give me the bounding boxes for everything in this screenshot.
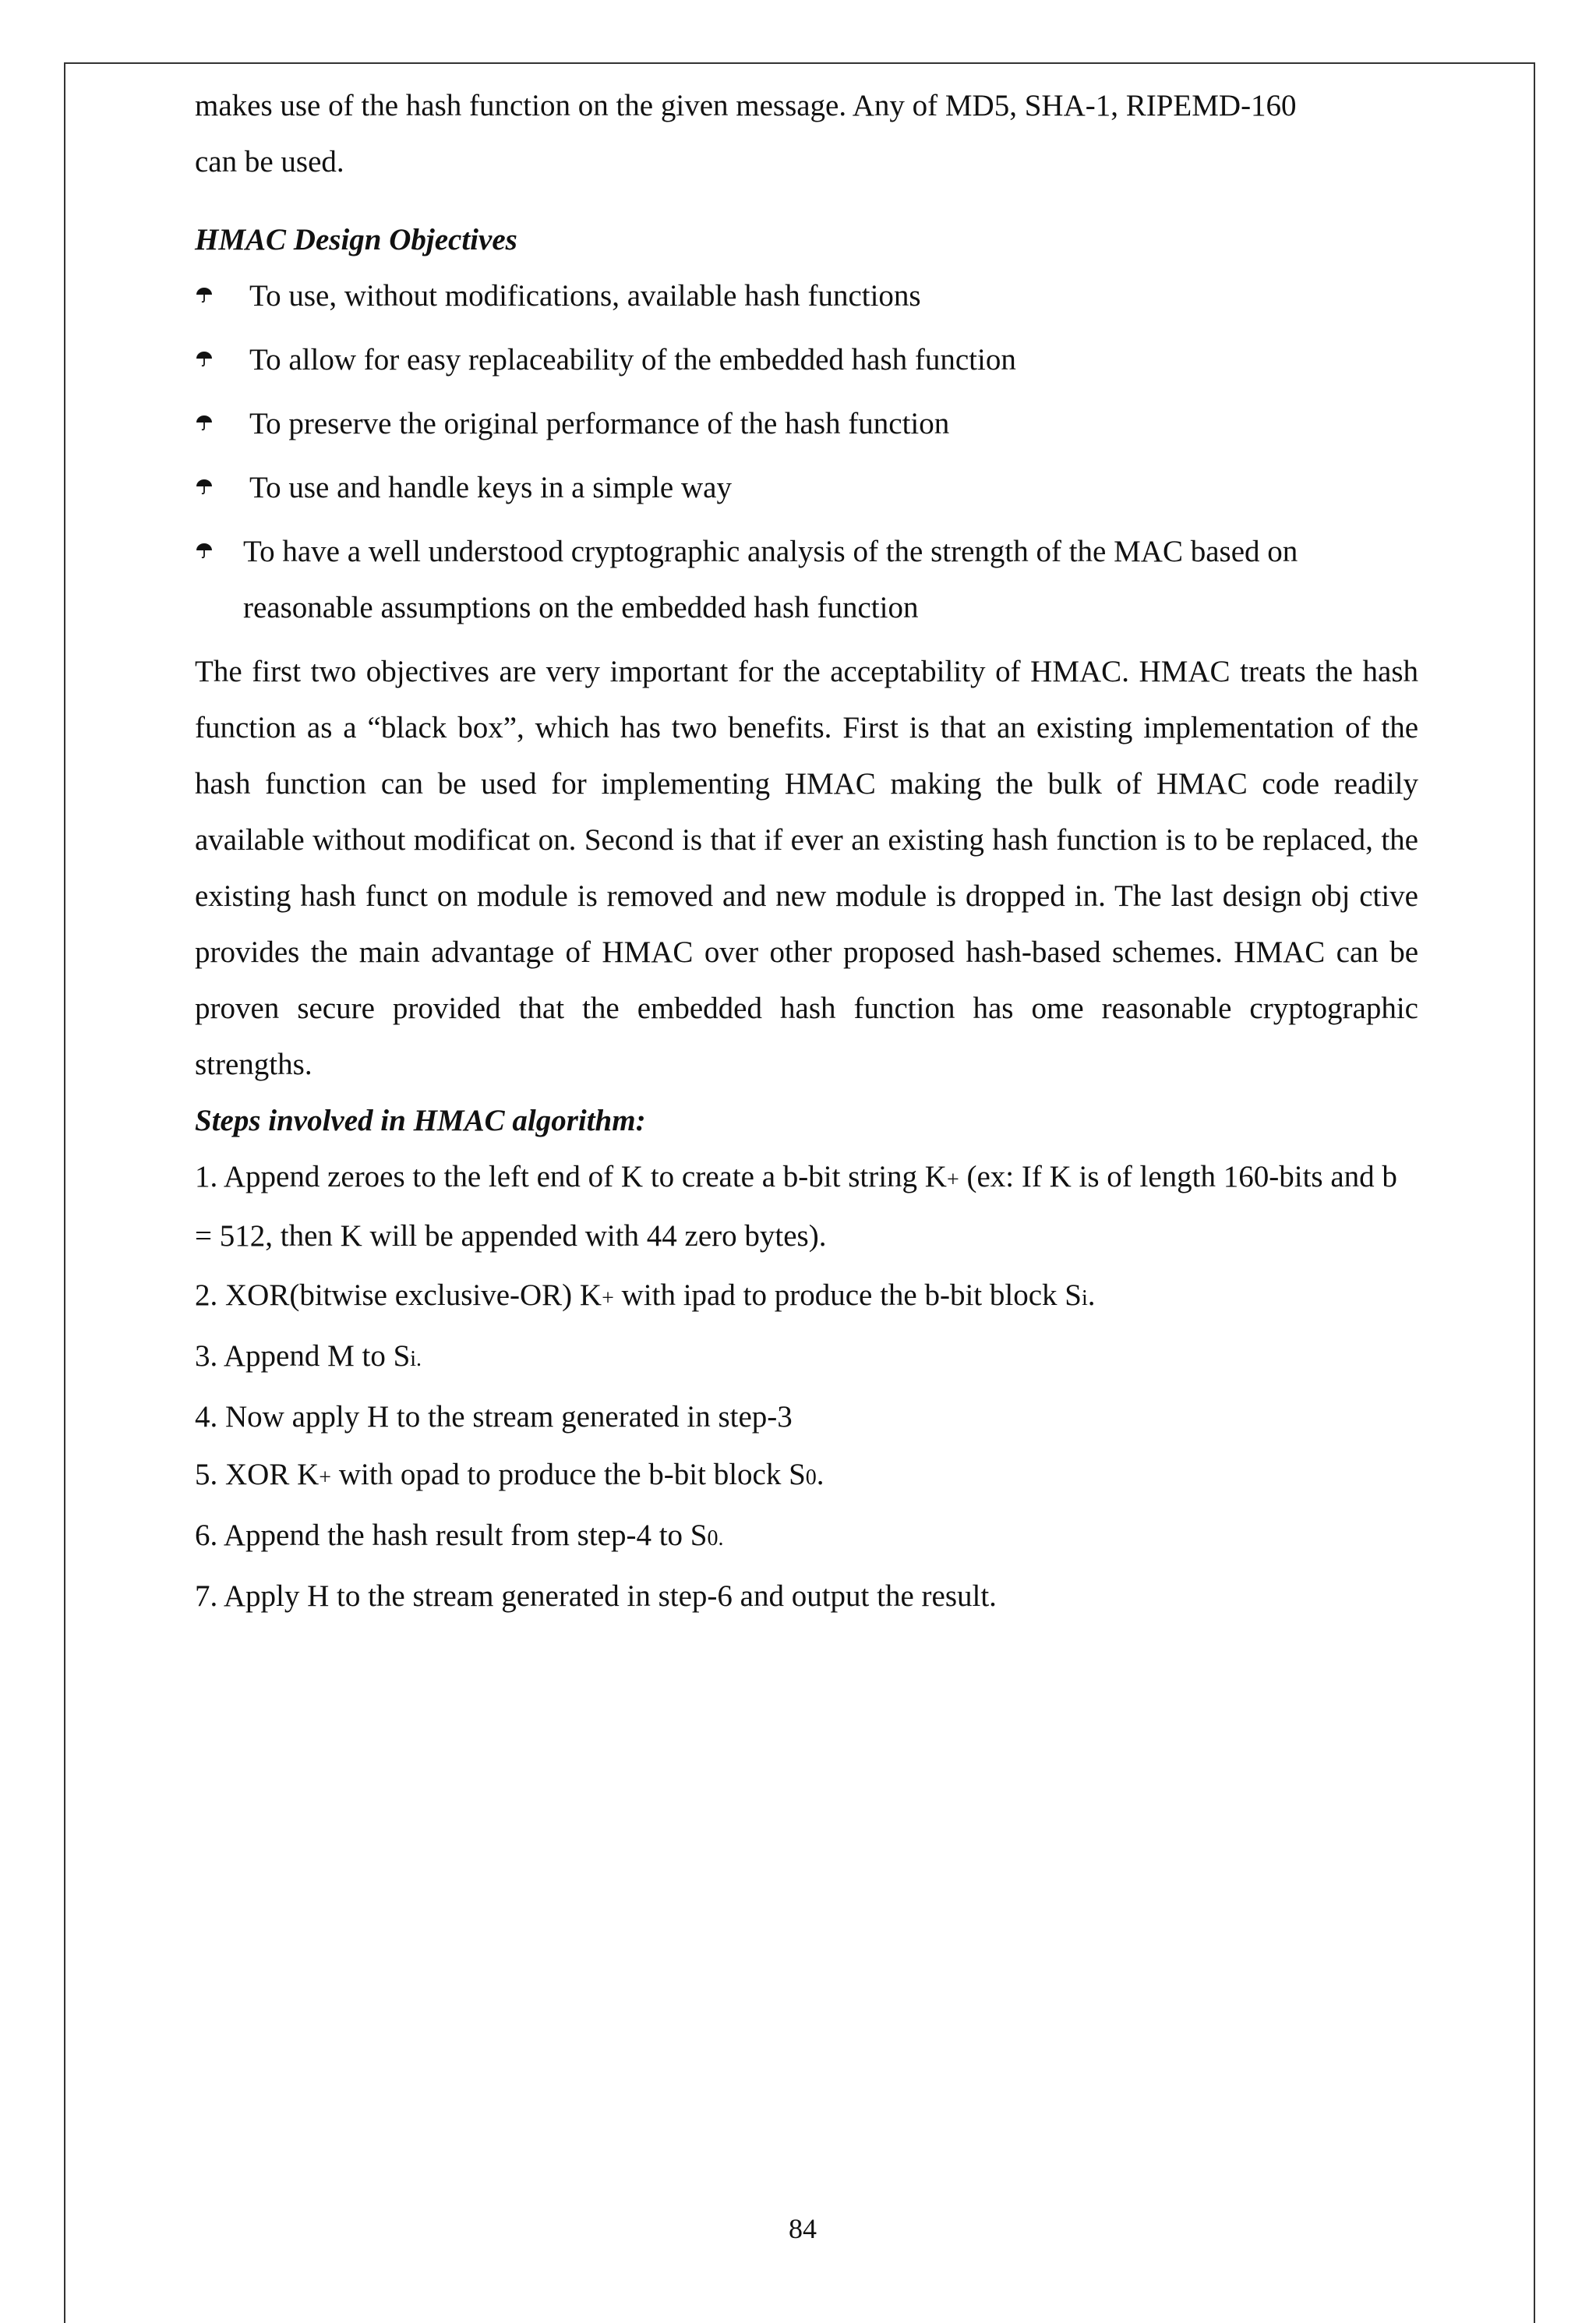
list-item [195, 1447, 1418, 1506]
umbrella-bullet-icon [195, 349, 214, 368]
step-text: 3. Append M to S [195, 1339, 411, 1373]
step-subscript: + [946, 1168, 959, 1192]
step-text: 7. Apply H to the stream generated in step-6 and output the result. [195, 1579, 997, 1613]
step-subscript: i. [410, 1347, 422, 1371]
design-objectives-heading: HMAC Design Objectives [195, 223, 517, 256]
list-item [195, 524, 1418, 636]
steps-heading: Steps involved in HMAC algorithm: [195, 1104, 646, 1137]
step-text: . [1087, 1278, 1096, 1312]
umbrella-bullet-icon [195, 541, 214, 560]
step-text: 4. Now apply H to the stream generated in step-3 [195, 1400, 793, 1434]
step-text: (ex: If K is of length 160-bits and b = 512, then K will be appended with 44 zero bytes). [195, 1160, 1397, 1253]
list-item [195, 1321, 1418, 1388]
page-number: 84 [789, 2213, 817, 2244]
step-text: . [816, 1458, 824, 1491]
step-subscript: 0 [805, 1466, 817, 1490]
objective-text: To allow for easy replaceability of the embedded hash function [249, 343, 1016, 377]
step-text: 6. Append the hash result from step-4 to S [195, 1519, 708, 1552]
list-item [195, 332, 1418, 388]
document-content [195, 78, 1418, 1626]
discussion-paragraph: The first two objectives are very important for the acceptability of HMAC. HMAC treats the hash function as a “black box”, which has two benefits. First is that an existing implementation of the hash function can be used for implementing HMAC making the bulk of HMAC code readily available without modificat on. Second is that if ever an existing hash function is to be replaced, the existing hash funct on module is removed and new module is dropped in. The last design obj ctive provides the main advantage of HMAC over other proposed hash-based schemes. HMAC can be proven secure provided that the embedded hash function has ome reasonable cryptographic strengths. [195, 655, 1418, 1081]
list-item [195, 396, 1418, 452]
step-text: 2. XOR(bitwise exclusive-OR) K [195, 1278, 602, 1312]
umbrella-bullet-icon [195, 477, 214, 496]
umbrella-bullet-icon [195, 413, 214, 432]
step-subscript: + [602, 1286, 614, 1310]
objective-text: To have a well understood cryptographic analysis of the strength of the MAC based on reasonable assumptions on the embedded hash function [243, 535, 1298, 624]
step-text: with opad to produce the b-bit block S [331, 1458, 806, 1491]
step-text: with ipad to produce the b-bit block S [613, 1278, 1082, 1312]
steps-list [195, 1149, 1418, 1625]
objective-text: To use and handle keys in a simple way [249, 471, 732, 504]
intro-paragraph-line-1: makes use of the hash function on the given message. Any of MD5, SHA-1, RIPEMD-160 [195, 89, 1297, 122]
step-text: 1. Append zeroes to the left end of K to create a b-bit string K [195, 1160, 947, 1193]
list-item [195, 1266, 1418, 1319]
objective-text: To preserve the original performance of the hash function [249, 407, 950, 440]
list-item [195, 1149, 1418, 1264]
umbrella-bullet-icon [195, 285, 214, 304]
step-subscript: 0. [707, 1526, 724, 1550]
step-text: 5. XOR K [195, 1458, 320, 1491]
step-subscript: + [319, 1466, 332, 1490]
list-item [195, 1568, 1418, 1625]
design-objectives-list [195, 268, 1418, 636]
list-item [195, 1508, 1418, 1567]
intro-paragraph-line-2: can be used. [195, 145, 344, 179]
list-item [195, 268, 1418, 324]
list-item [195, 460, 1418, 516]
list-item [195, 1389, 1418, 1445]
objective-text: To use, without modifications, available hash functions [249, 279, 921, 313]
step-subscript: i [1081, 1286, 1088, 1310]
